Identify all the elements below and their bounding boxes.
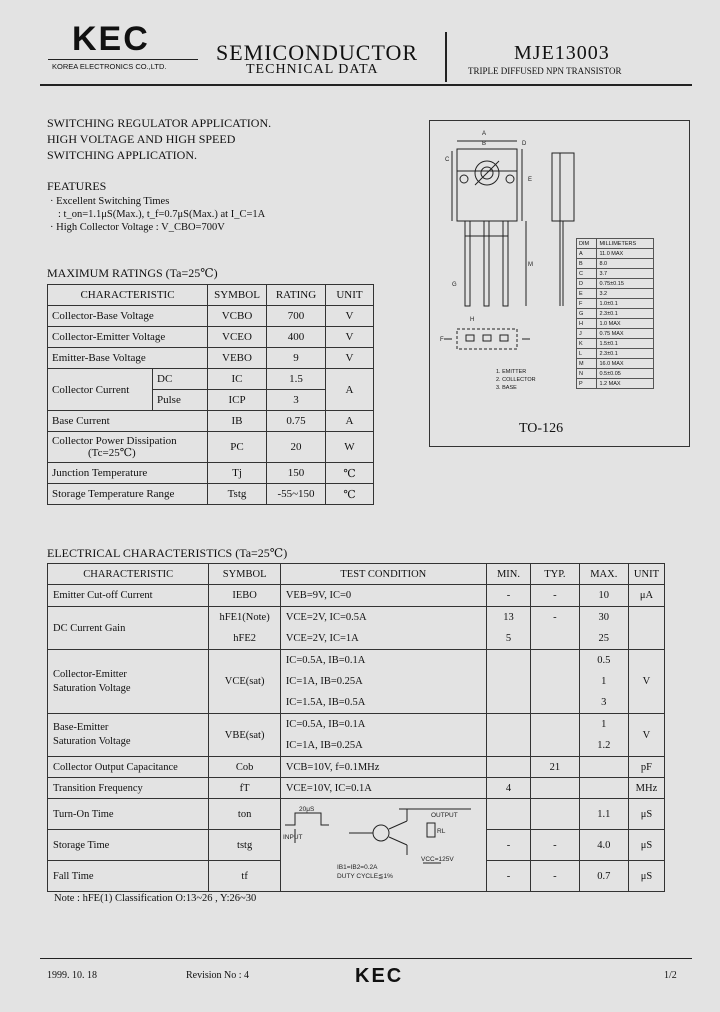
ec-cell-text: - (553, 612, 557, 623)
ec-cell: Collector Output Capacitance (48, 757, 209, 778)
ec-cell (628, 607, 664, 650)
mr-cell: VCBO (208, 306, 267, 327)
dim-cell: 3.7 (597, 269, 654, 279)
footer-page: 1/2 (664, 970, 677, 981)
mr-cell: VEBO (208, 348, 267, 369)
ec-cell (579, 607, 628, 650)
ec-header-symbol: SYMBOL (209, 564, 280, 585)
ec-cell-text: hFE1(Note) (219, 612, 270, 623)
ec-cell (486, 607, 530, 650)
ec-cell: Transition Frequency (48, 778, 209, 799)
dim-cell: E (577, 289, 597, 299)
dim-row (577, 309, 654, 319)
dim-row (577, 369, 654, 379)
application-line-1: SWITCHING REGULATOR APPLICATION. (47, 116, 272, 130)
pin-label-2: 2. COLLECTOR (496, 377, 536, 383)
dim-row (577, 339, 654, 349)
svg-text:C: C (445, 157, 450, 163)
mr-header-symbol: SYMBOL (208, 285, 267, 306)
dim-cell: 1.5±0.1 (597, 339, 654, 349)
ec-cell: IEBO (209, 585, 280, 607)
ec-cell: VBE(sat) (209, 714, 280, 757)
test-circuit-cell (280, 799, 486, 892)
ec-cell: V (628, 714, 664, 757)
ec-cell: - (531, 830, 579, 861)
mr-cell: 3 (293, 394, 299, 406)
dim-row (577, 379, 654, 389)
ec-cell: 21 (531, 757, 579, 778)
footer-revision: Revision No : 4 (186, 970, 250, 981)
footer-logo: KEC (355, 965, 404, 987)
circuit-label-20us: 20μS (298, 806, 315, 813)
table-row (48, 650, 665, 714)
max-ratings-table (47, 284, 374, 505)
svg-text:M: M (528, 262, 533, 268)
footer-date: 1999. 10. 18 (47, 970, 97, 981)
mr-cell: Junction Temperature (48, 463, 208, 484)
dim-cell: 11.0 MAX (597, 249, 654, 259)
ec-cell: - (486, 830, 530, 861)
dim-cell: MILLIMETERS (597, 239, 654, 249)
mr-cell: A (326, 411, 374, 432)
part-description: TRIPLE DIFFUSED NPN TRANSISTOR (468, 66, 622, 76)
dim-row (577, 319, 654, 329)
ec-cell: Emitter Cut-off Current (48, 585, 209, 607)
header-title-semiconductor: SEMICONDUCTOR (216, 40, 419, 65)
ec-cell (579, 757, 628, 778)
application-line-2: HIGH VOLTAGE AND HIGH SPEED (47, 132, 236, 146)
dim-cell: M (577, 359, 597, 369)
circuit-label-duty: DUTY CYCLE≦1% (336, 873, 393, 880)
table-row (48, 714, 665, 757)
ec-cell: ton (209, 799, 280, 830)
ec-cell: - (531, 585, 579, 607)
ec-cell-text: IC=1.5A, IB=0.5A (285, 697, 366, 708)
ec-cell (486, 799, 530, 830)
ec-cell-text: IC=0.5A, IB=0.1A (285, 719, 366, 730)
mr-cell: Storage Temperature Range (48, 484, 208, 505)
circuit-label-input: INPUT (282, 834, 303, 841)
mr-cell (48, 432, 208, 463)
dim-cell: A (577, 249, 597, 259)
table-row (48, 463, 374, 484)
ec-cell: 10 (579, 585, 628, 607)
pin-label-3: 3. BASE (496, 385, 517, 391)
dimension-table (576, 238, 654, 389)
switching-test-circuit-drawing (281, 803, 486, 887)
ec-cell-text: Saturation Voltage (53, 682, 131, 694)
dim-row (577, 349, 654, 359)
dim-cell: 2.3±0.1 (597, 309, 654, 319)
ec-cell: Storage Time (48, 830, 209, 861)
ec-cell-text: 25 (598, 633, 610, 644)
ec-cell: 4 (486, 778, 530, 799)
mr-header-unit: UNIT (326, 285, 374, 306)
mr-cell: 9 (267, 348, 326, 369)
ec-header-min: MIN. (486, 564, 530, 585)
ec-header-typ: TYP. (531, 564, 579, 585)
mr-header-characteristic: CHARACTERISTIC (48, 285, 208, 306)
ec-cell: tf (209, 861, 280, 892)
mr-cell: V (326, 348, 374, 369)
ec-cell-text: Collector-Emitter (53, 668, 127, 680)
dim-row (577, 259, 654, 269)
ec-cell-text: 1.2 (597, 740, 611, 751)
mr-cell: VCEO (208, 327, 267, 348)
ec-cell (579, 714, 628, 757)
ec-cell-text: hFE2 (233, 633, 256, 644)
ec-cell-text: 13 (503, 612, 514, 623)
ec-cell (531, 650, 579, 714)
ec-cell (280, 650, 486, 714)
ec-cell (486, 650, 530, 714)
ec-cell: μS (628, 830, 664, 861)
ec-cell: μA (628, 585, 664, 607)
ec-cell-text: IC=1A, IB=0.25A (285, 740, 363, 751)
table-row (48, 757, 665, 778)
dim-cell: B (577, 259, 597, 269)
mr-cell (48, 369, 208, 411)
table-row (48, 411, 374, 432)
ec-cell-text: 3 (601, 697, 607, 708)
dim-cell: 1.2 MAX (597, 379, 654, 389)
header-title-technical-data: TECHNICAL DATA (246, 62, 379, 77)
ec-cell: 1.1 (579, 799, 628, 830)
application-line-3: SWITCHING APPLICATION. (47, 148, 197, 162)
table-row (48, 607, 665, 650)
mr-cell: DC (153, 369, 208, 390)
dim-row (577, 279, 654, 289)
hfe-classification-note: Note : hFE(1) Classification O:13~26 , Y:26~30 (54, 893, 257, 904)
mr-cell-text: Collector Power Dissipation (52, 435, 177, 447)
ec-cell: V (628, 650, 664, 714)
ec-cell: 0.7 (579, 861, 628, 892)
mr-cell: W (326, 432, 374, 463)
mr-cell: Collector Current (48, 369, 153, 410)
ec-cell: VCE(sat) (209, 650, 280, 714)
mr-cell: ℃ (326, 463, 374, 484)
features-heading: FEATURES (47, 179, 107, 193)
table-row (48, 369, 374, 411)
dim-cell: L (577, 349, 597, 359)
mr-cell: IC (208, 369, 266, 390)
dim-cell: 1.0±0.1 (597, 299, 654, 309)
dim-row (577, 269, 654, 279)
max-ratings-heading: MAXIMUM RATINGS (Ta=25℃) (47, 266, 218, 280)
mr-cell: Collector-Base Voltage (48, 306, 208, 327)
ec-cell: tstg (209, 830, 280, 861)
dim-cell: 2.3±0.1 (597, 349, 654, 359)
mr-cell: Base Current (48, 411, 208, 432)
ec-cell: VEB=9V, IC=0 (280, 585, 486, 607)
table-row (48, 327, 374, 348)
dim-row (577, 359, 654, 369)
ec-header-unit: UNIT (628, 564, 664, 585)
ec-cell: μS (628, 799, 664, 830)
ec-cell-text: IC=0.5A, IB=0.1A (285, 655, 366, 666)
mr-cell: Collector-Emitter Voltage (48, 327, 208, 348)
table-row (48, 484, 374, 505)
feature-item-3: · High Collector Voltage : V_CBO=700V (50, 222, 225, 233)
ec-cell (209, 607, 280, 650)
dim-row (577, 299, 654, 309)
elec-heading: ELECTRICAL CHARACTERISTICS (Ta=25℃) (47, 546, 288, 560)
ec-cell-text: Saturation Voltage (53, 736, 131, 747)
company-logo: KEC (72, 20, 150, 58)
mr-cell: 0.75 (267, 411, 326, 432)
mr-cell (267, 369, 326, 411)
table-row (48, 585, 665, 607)
ec-cell: MHz (628, 778, 664, 799)
package-name: TO-126 (519, 421, 564, 436)
ec-cell: - (486, 861, 530, 892)
ec-cell: Fall Time (48, 861, 209, 892)
ec-cell (486, 757, 530, 778)
ec-cell (48, 714, 209, 757)
dim-row (577, 249, 654, 259)
ec-cell (48, 650, 209, 714)
dim-cell: H (577, 319, 597, 329)
mr-cell: 20 (267, 432, 326, 463)
dim-cell: N (577, 369, 597, 379)
ec-cell: Cob (209, 757, 280, 778)
ec-header-condition: TEST CONDITION (280, 564, 486, 585)
mr-cell: 1.5 (267, 369, 325, 390)
ec-cell: DC Current Gain (48, 607, 209, 650)
mr-cell: PC (208, 432, 267, 463)
mr-cell: 150 (267, 463, 326, 484)
ec-cell-text: 0.5 (597, 655, 611, 666)
mr-cell: A (326, 369, 374, 411)
svg-text:D: D (522, 141, 527, 147)
ec-cell: VCE=10V, IC=0.1A (280, 778, 486, 799)
dim-cell: P (577, 379, 597, 389)
circuit-label-rl: RL (436, 828, 446, 835)
company-name: KOREA ELECTRONICS CO.,LTD. (52, 62, 167, 71)
circuit-label-ib: IB1=IB2=0.2A (336, 864, 378, 871)
circuit-label-output: OUTPUT (430, 812, 458, 819)
svg-text:A: A (482, 131, 487, 137)
ec-cell-text: 1 (601, 719, 607, 730)
mr-cell: 700 (267, 306, 326, 327)
dim-cell: J (577, 329, 597, 339)
ec-cell-text: Base-Emitter (53, 722, 109, 733)
dim-cell: 8.0 (597, 259, 654, 269)
feature-item-2: : t_on=1.1μS(Max.), t_f=0.7μS(Max.) at I_C=1A (58, 209, 266, 220)
dim-cell: 0.75±0.15 (597, 279, 654, 289)
ec-cell (280, 607, 486, 650)
table-row (48, 799, 665, 830)
mr-cell: Tstg (208, 484, 267, 505)
ec-cell: VCB=10V, f=0.1MHz (280, 757, 486, 778)
mr-cell: Pulse (157, 394, 181, 406)
ec-cell (280, 714, 486, 757)
mr-cell: 400 (267, 327, 326, 348)
ec-cell: fT (209, 778, 280, 799)
mr-cell: ICP (228, 394, 246, 406)
ec-cell: 4.0 (579, 830, 628, 861)
ec-header-characteristic: CHARACTERISTIC (48, 564, 209, 585)
mr-cell: Emitter-Base Voltage (48, 348, 208, 369)
ec-cell: μS (628, 861, 664, 892)
dim-cell: 3.2 (597, 289, 654, 299)
pin-label-1: 1. EMITTER (496, 369, 527, 375)
mr-cell-text: (Tc=25℃) (88, 447, 136, 459)
mr-header-rating: RATING (267, 285, 326, 306)
ec-cell: Turn-On Time (48, 799, 209, 830)
svg-text:F: F (440, 337, 444, 343)
dim-cell: DIM (577, 239, 597, 249)
feature-item-1: · Excellent Switching Times (50, 196, 170, 207)
ec-cell (531, 714, 579, 757)
ec-cell-text: 30 (598, 612, 610, 623)
elec-char-table (47, 563, 665, 892)
dim-cell: G (577, 309, 597, 319)
dim-cell: K (577, 339, 597, 349)
dim-cell: 16.0 MAX (597, 359, 654, 369)
ec-cell (579, 778, 628, 799)
ec-cell (579, 650, 628, 714)
ec-cell (531, 607, 579, 650)
ec-cell-text: IC=1A, IB=0.25A (285, 676, 363, 687)
svg-text:H: H (470, 317, 475, 323)
svg-text:E: E (528, 177, 533, 183)
mr-cell (208, 369, 267, 411)
circuit-label-vcc: VCC=125V (420, 856, 454, 863)
table-row (48, 432, 374, 463)
mr-cell: IB (208, 411, 267, 432)
dim-cell: 1.0 MAX (597, 319, 654, 329)
mr-cell: ℃ (326, 484, 374, 505)
ec-cell (531, 799, 579, 830)
ec-header-max: MAX. (579, 564, 628, 585)
ec-cell-text: VCE=2V, IC=0.5A (285, 612, 367, 623)
ec-cell (486, 714, 530, 757)
table-row (48, 348, 374, 369)
svg-text:G: G (452, 282, 457, 288)
part-number: MJE13003 (514, 42, 610, 64)
dim-row (577, 289, 654, 299)
mr-cell: -55~150 (267, 484, 326, 505)
ec-cell: - (531, 861, 579, 892)
ec-cell-text: 1 (601, 676, 607, 687)
dim-cell: 0.5±0.05 (597, 369, 654, 379)
svg-text:B: B (482, 141, 487, 147)
ec-cell: - (486, 585, 530, 607)
mr-cell: V (326, 327, 374, 348)
ec-cell (531, 778, 579, 799)
mr-cell: V (326, 306, 374, 327)
ec-cell: pF (628, 757, 664, 778)
ec-cell-text: 5 (505, 633, 512, 644)
dim-cell: F (577, 299, 597, 309)
dim-row (577, 329, 654, 339)
dim-cell: C (577, 269, 597, 279)
table-row (48, 778, 665, 799)
table-row (48, 306, 374, 327)
ec-cell-text: VCE=2V, IC=1A (285, 633, 359, 644)
dim-cell: D (577, 279, 597, 289)
dim-cell: 0.75 MAX (597, 329, 654, 339)
mr-cell: Tj (208, 463, 267, 484)
